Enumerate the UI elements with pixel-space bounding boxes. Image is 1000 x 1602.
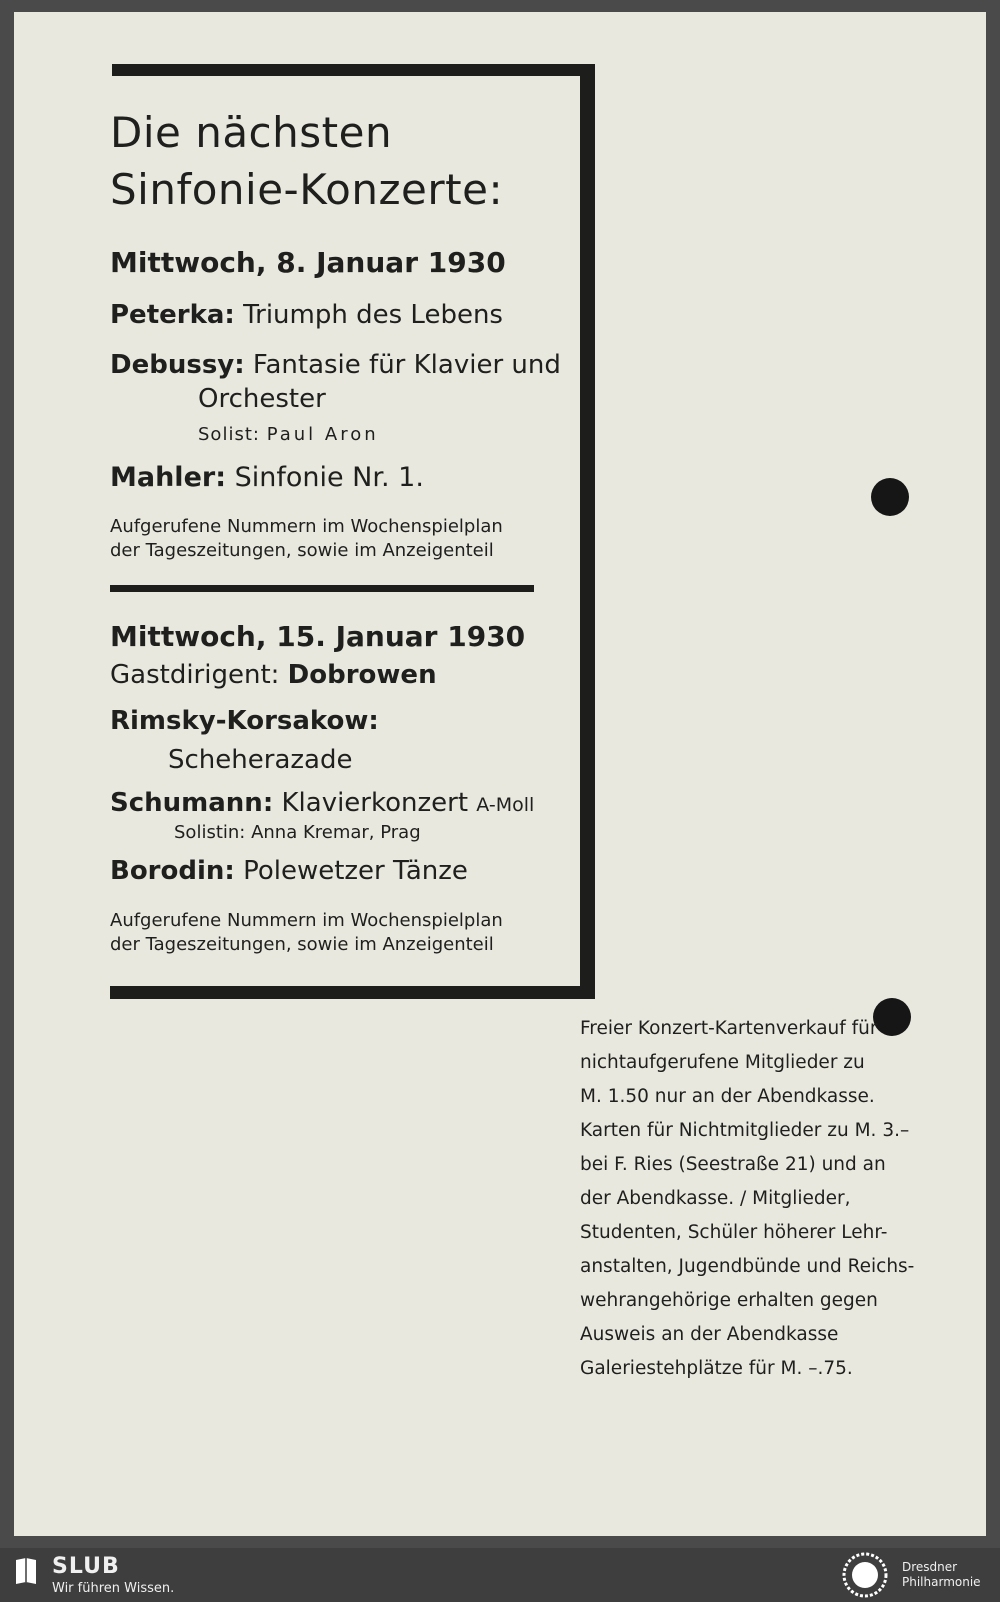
ticket-info-line: M. 1.50 nur an der Abendkasse.	[580, 1086, 875, 1107]
concert2-guest-label: Gastdirigent:	[110, 660, 280, 690]
ticket-info-line: wehrangehörige erhalten gegen	[580, 1290, 878, 1311]
box-frame-right	[580, 64, 595, 999]
concert1-soloist-name: Paul Aron	[266, 424, 379, 445]
concert2-soloist: Solistin: Anna Kremar, Prag	[174, 822, 421, 843]
concert1-work1	[110, 300, 503, 330]
concert2-work2-title: Klavierkonzert	[281, 788, 469, 818]
concert1-soloist	[198, 424, 379, 445]
philharmonie-name-line1: Dresdner	[902, 1560, 958, 1574]
concert1-work2	[110, 350, 561, 380]
concert1-work3-composer: Mahler:	[110, 462, 226, 493]
concert1-date: Mittwoch, 8. Januar 1930	[110, 246, 506, 279]
punch-hole	[873, 998, 911, 1036]
concert1-note-line1: Aufgerufene Nummern im Wochenspielplan	[110, 516, 503, 537]
concert1-work2-title: Fantasie für Klavier und	[252, 350, 561, 380]
concert2-work1-composer: Rimsky-Korsakow:	[110, 706, 379, 736]
ticket-info-line: der Abendkasse. / Mitglieder,	[580, 1188, 851, 1209]
concert2-work3	[110, 856, 468, 886]
concert1-work2-composer: Debussy:	[110, 350, 245, 380]
concert1-work3-title: Sinfonie Nr. 1.	[234, 462, 424, 493]
box-title-line2: Sinfonie-Konzerte:	[110, 165, 504, 214]
concert2-date: Mittwoch, 15. Januar 1930	[110, 620, 526, 653]
box-frame-bottom	[110, 986, 595, 999]
ticket-info-line: Galeriestehplätze für M. –.75.	[580, 1358, 853, 1379]
concert2-note-line2: der Tageszeitungen, sowie im Anzeigenteil	[110, 934, 494, 955]
concert1-soloist-label: Solist:	[198, 424, 260, 445]
box-title-line1: Die nächsten	[110, 108, 393, 157]
ticket-info-line: bei F. Ries (Seestraße 21) und an	[580, 1154, 886, 1175]
philharmonie-logo-icon[interactable]	[842, 1552, 888, 1598]
concert1-work1-title: Triumph des Lebens	[243, 300, 503, 330]
concert2-note-line1: Aufgerufene Nummern im Wochenspielplan	[110, 910, 503, 931]
concert2-work2	[110, 788, 534, 818]
concert2-guest	[110, 660, 437, 690]
box-frame-top	[112, 64, 595, 76]
concert2-work2-composer: Schumann:	[110, 788, 274, 818]
concert1-note-line2: der Tageszeitungen, sowie im Anzeigenteil	[110, 540, 494, 561]
ticket-info-line: Studenten, Schüler höherer Lehr-	[580, 1222, 888, 1243]
concert1-work2-title-cont: Orchester	[198, 384, 326, 414]
concert1-work3	[110, 462, 424, 493]
program-page	[14, 12, 986, 1536]
philharmonie-name	[902, 1560, 981, 1590]
slub-name[interactable]: SLUB	[52, 1554, 120, 1579]
ticket-info-line: Freier Konzert-Kartenverkauf für	[580, 1018, 878, 1039]
punch-hole	[871, 478, 909, 516]
ticket-info-line: Karten für Nichtmitglieder zu M. 3.–	[580, 1120, 910, 1141]
concert2-work3-title: Polewetzer Tänze	[243, 856, 468, 886]
philharmonie-name-line2: Philharmonie	[902, 1575, 981, 1589]
slub-book-icon[interactable]	[14, 1556, 38, 1586]
concert1-work1-composer: Peterka:	[110, 300, 235, 330]
slub-tagline: Wir führen Wissen.	[52, 1581, 175, 1596]
footer-bar	[0, 1548, 1000, 1602]
box-divider	[110, 585, 534, 592]
ticket-info-line: nichtaufgerufene Mitglieder zu	[580, 1052, 865, 1073]
concert2-work1-title: Scheherazade	[168, 745, 353, 775]
ticket-info-line: Ausweis an der Abendkasse	[580, 1324, 839, 1345]
concert2-guest-name: Dobrowen	[287, 660, 437, 690]
ticket-info-line: anstalten, Jugendbünde und Reichs-	[580, 1256, 915, 1277]
concert2-work2-key: A-Moll	[476, 794, 535, 816]
concert2-work3-composer: Borodin:	[110, 856, 235, 886]
concert2-work1-composer-row	[110, 706, 379, 736]
